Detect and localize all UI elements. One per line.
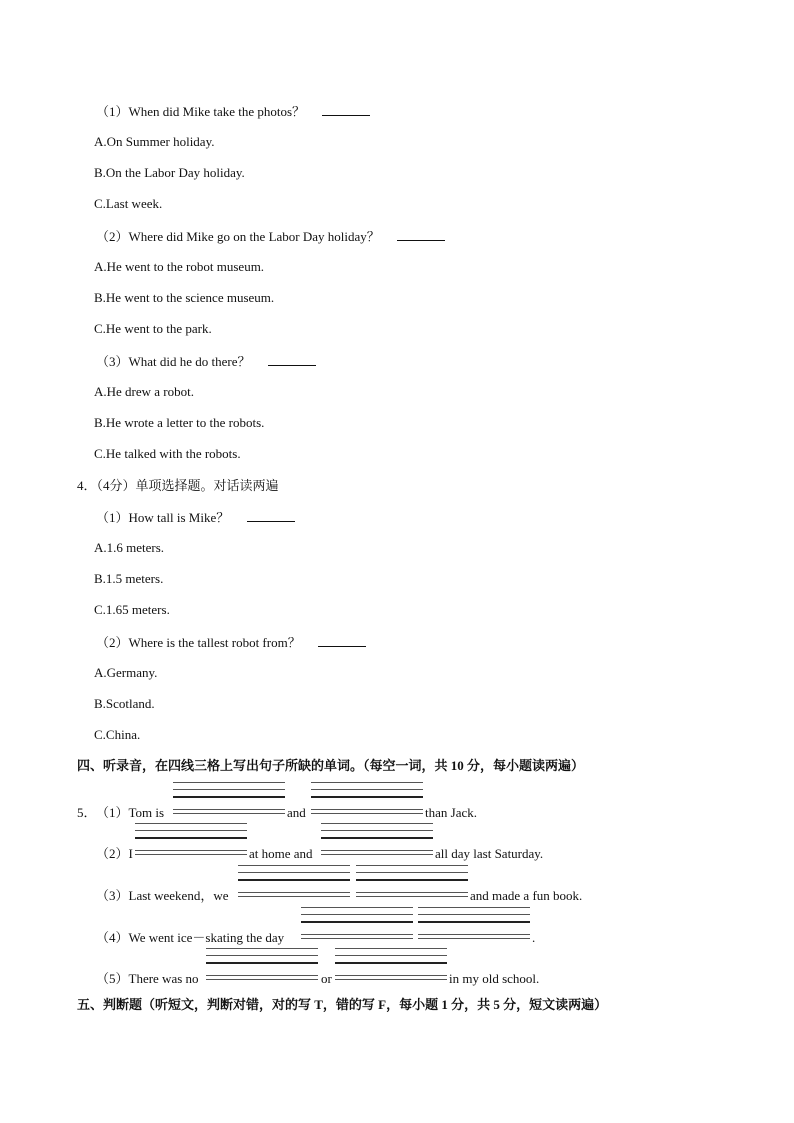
section5-heading: 五、判断题（听短文，判断对错，对的写 T，错的写 F，每小题 1 分，共 5 分，短文读两遍） — [77, 997, 608, 1012]
q4-sub2-stem-text: （2）Where is the tallest robot from？ — [96, 635, 301, 650]
answer-blank[interactable] — [322, 103, 370, 116]
writing-box[interactable] — [206, 948, 318, 992]
q5-s5-text-c: in my old school. — [449, 971, 540, 986]
q3-sub2-stem — [96, 228, 445, 245]
q3-sub1-stem — [96, 103, 370, 120]
q3-sub1-stem-text: （1）When did Mike take the photos？ — [96, 104, 306, 119]
q5-s1-text-b: and — [287, 805, 306, 820]
q3-sub1-option-a: A.On Summer holiday. — [94, 134, 215, 149]
q3-sub1-option-c: C.Last week. — [94, 196, 163, 211]
q5-s4-text-c: . — [532, 930, 536, 945]
writing-box[interactable] — [238, 865, 350, 909]
q3-sub3-option-a: A.He drew a robot. — [94, 384, 194, 399]
q4-sub2-option-b: B.Scotland. — [94, 696, 155, 711]
q5-number: 5． — [77, 805, 97, 820]
q3-sub3-stem-text: （3）What did he do there？ — [96, 354, 251, 369]
q4-sub1-option-b: B.1.5 meters. — [94, 571, 164, 586]
q4-sub1-option-a: A.1.6 meters. — [94, 540, 165, 555]
q3-sub3-stem — [96, 353, 316, 370]
q5-s5-text-b: or — [321, 971, 332, 986]
q5-s2-text-c: all day last Saturday. — [435, 846, 544, 861]
answer-blank[interactable] — [318, 634, 366, 647]
q5-s1-text-a: （1）Tom is — [96, 805, 165, 820]
q4-sub2-option-c: C.China. — [94, 727, 141, 742]
writing-box[interactable] — [356, 865, 468, 909]
q4-sub1-stem-text: （1）How tall is Mike？ — [96, 510, 230, 525]
q3-sub2-option-a: A.He went to the robot museum. — [94, 259, 265, 274]
q3-sub2-option-c: C.He went to the park. — [94, 321, 212, 336]
q5-s2-text-b: at home and — [249, 846, 313, 861]
q4-heading: 4．（4分）单项选择题。对话读两遍 — [77, 478, 279, 493]
q5-s1-text-c: than Jack. — [425, 805, 477, 820]
q5-s4-text-a: （4）We went ice－skating the day — [96, 930, 285, 945]
q3-sub3-option-c: C.He talked with the robots. — [94, 446, 241, 461]
q3-sub3-option-b: B.He wrote a letter to the robots. — [94, 415, 265, 430]
q4-sub2-option-a: A.Germany. — [94, 665, 158, 680]
writing-box[interactable] — [173, 782, 285, 826]
answer-blank[interactable] — [397, 228, 445, 241]
q5-s3-text-a: （3）Last weekend，we — [96, 888, 229, 903]
q4-sub2-stem — [96, 634, 366, 651]
q3-sub2-stem-text: （2）Where did Mike go on the Labor Day holiday？ — [96, 229, 380, 244]
q4-sub1-option-c: C.1.65 meters. — [94, 602, 170, 617]
writing-box[interactable] — [135, 823, 247, 867]
q4-sub1-stem — [96, 509, 295, 526]
answer-blank[interactable] — [268, 353, 316, 366]
writing-box[interactable] — [335, 948, 447, 992]
writing-box[interactable] — [301, 907, 413, 951]
section4-heading: 四、听录音，在四线三格上写出句子所缺的单词。（每空一词，共 10 分，每小题读两遍） — [77, 758, 585, 773]
q3-sub2-option-b: B.He went to the science museum. — [94, 290, 275, 305]
writing-box[interactable] — [418, 907, 530, 951]
q5-s3-text-c: and made a fun book. — [470, 888, 583, 903]
answer-blank[interactable] — [247, 509, 295, 522]
writing-box[interactable] — [321, 823, 433, 867]
q5-s2-text-a: （2）I — [96, 846, 133, 861]
q3-sub1-option-b: B.On the Labor Day holiday. — [94, 165, 245, 180]
writing-box[interactable] — [311, 782, 423, 826]
q5-s5-text-a: （5）There was no — [96, 971, 199, 986]
